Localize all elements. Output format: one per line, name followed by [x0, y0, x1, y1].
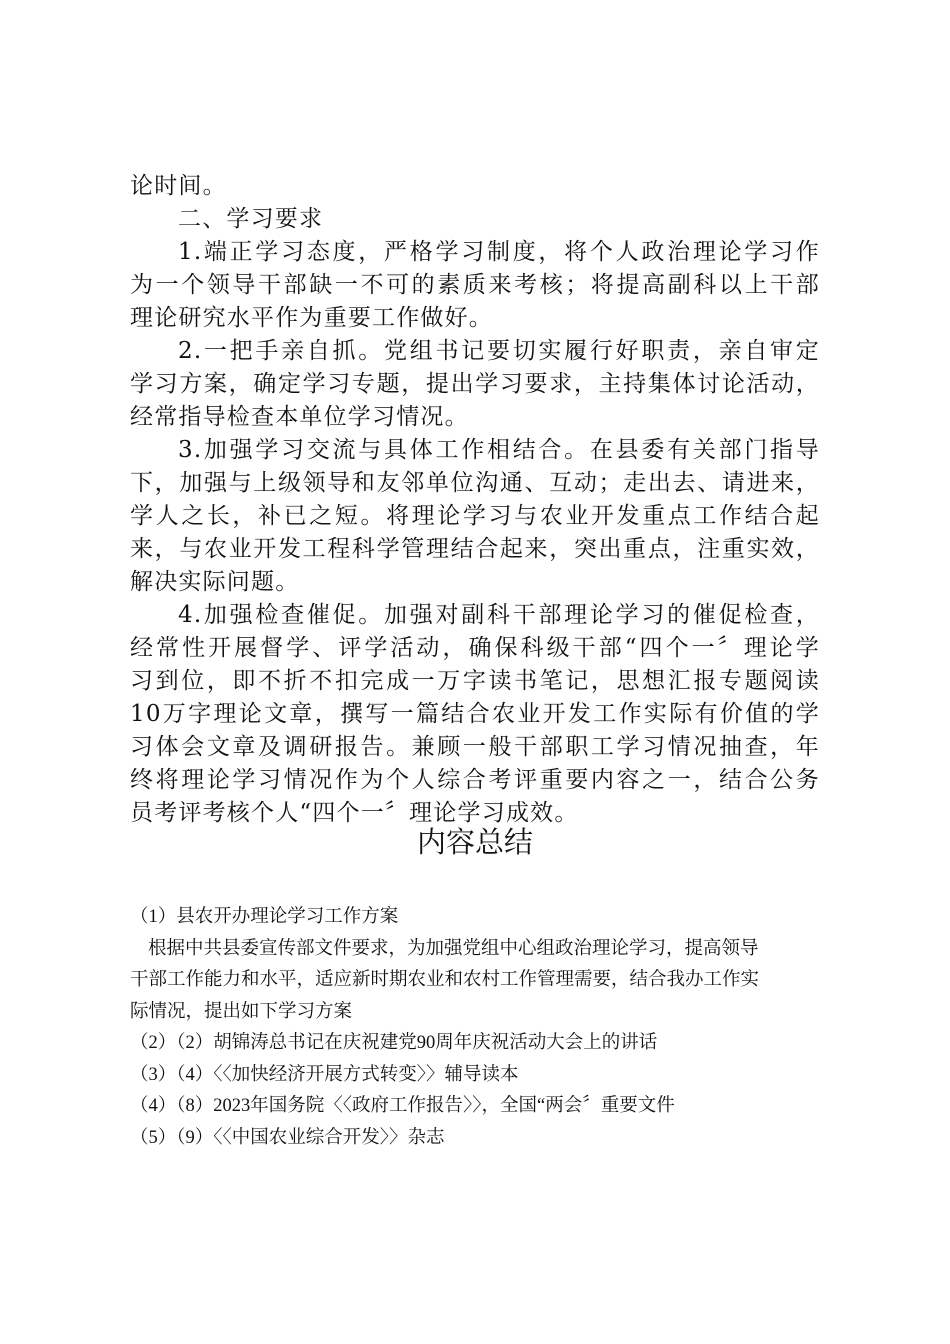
body-line: 习体会文章及调研报告。兼顾一般干部职工学习情况抽查，年 [130, 734, 820, 760]
summary-title: 内容总结 [416, 825, 533, 859]
body-line: 1.端正学习态度，严格学习制度，将个人政治理论学习作 [178, 239, 820, 265]
body-line: 2.一把手亲自抓。党组书记要切实履行好职责，亲自审定 [178, 338, 820, 364]
summary-list [130, 902, 835, 1154]
body-line: 经常指导检查本单位学习情况。 [130, 404, 469, 430]
body-line: 解决实际问题。 [130, 569, 300, 595]
body-line: 下，加强与上级领导和友邻单位沟通、互动；走出去、请进来， [130, 470, 820, 496]
body-line: 10万字理论文章，撰写一篇结合农业开发工作实际有价值的学 [130, 701, 820, 727]
summary-item: （1）县农开办理论学习工作方案 [130, 907, 399, 927]
summary-text-line: 根据中共县委宣传部文件要求，为加强党组中心组政治理论学习，提高领导 [148, 938, 759, 959]
body-line: 论时间。 [130, 173, 227, 199]
body-line: 习到位，即不折不扣完成一万字读书笔记，思想汇报专题阅读 [130, 668, 820, 694]
document-body [130, 170, 820, 830]
summary-item: （3）（4）〈〈加快经济开展方式转变〉〉辅导读本 [130, 1064, 519, 1085]
summary-item: （5）（9）〈〈中国农业综合开发〉〉杂志 [130, 1127, 445, 1148]
summary-item: （4）（8）2023年国务院〈〈政府工作报告〉〉，全国“两会〞重要文件 [130, 1096, 675, 1116]
body-line: 为一个领导干部缺一不可的素质来考核；将提高副科以上干部 [130, 272, 820, 298]
body-line: 学人之长，补已之短。将理论学习与农业开发重点工作结合起 [130, 503, 820, 529]
summary-text-line: 际情况，提出如下学习方案 [130, 1001, 353, 1022]
body-line: 员考评考核个人“四个一〞理论学习成效。 [130, 800, 579, 826]
body-line: 来，与农业开发工程科学管理结合起来，突出重点，注重实效， [130, 536, 820, 562]
body-line: 3.加强学习交流与具体工作相结合。在县委有关部门指导 [178, 437, 820, 463]
summary-item: （2）（2）胡锦涛总书记在庆祝建党90周年庆祝活动大会上的讲话 [130, 1033, 658, 1053]
summary-text-line: 干部工作能力和水平，适应新时期农业和农村工作管理需要，结合我办工作实 [130, 970, 760, 990]
body-line: 终将理论学习情况作为个人综合考评重要内容之一，结合公务 [130, 767, 820, 793]
body-line: 经常性开展督学、评学活动，确保科级干部“四个一〞理论学 [130, 635, 820, 661]
section-heading: 二、学习要求 [178, 206, 324, 232]
body-line: 学习方案，确定学习专题，提出学习要求，主持集体讨论活动， [130, 371, 820, 397]
body-line: 4.加强检查催促。加强对副科干部理论学习的催促检查， [178, 602, 820, 628]
body-line: 理论研究水平作为重要工作做好。 [130, 305, 493, 331]
